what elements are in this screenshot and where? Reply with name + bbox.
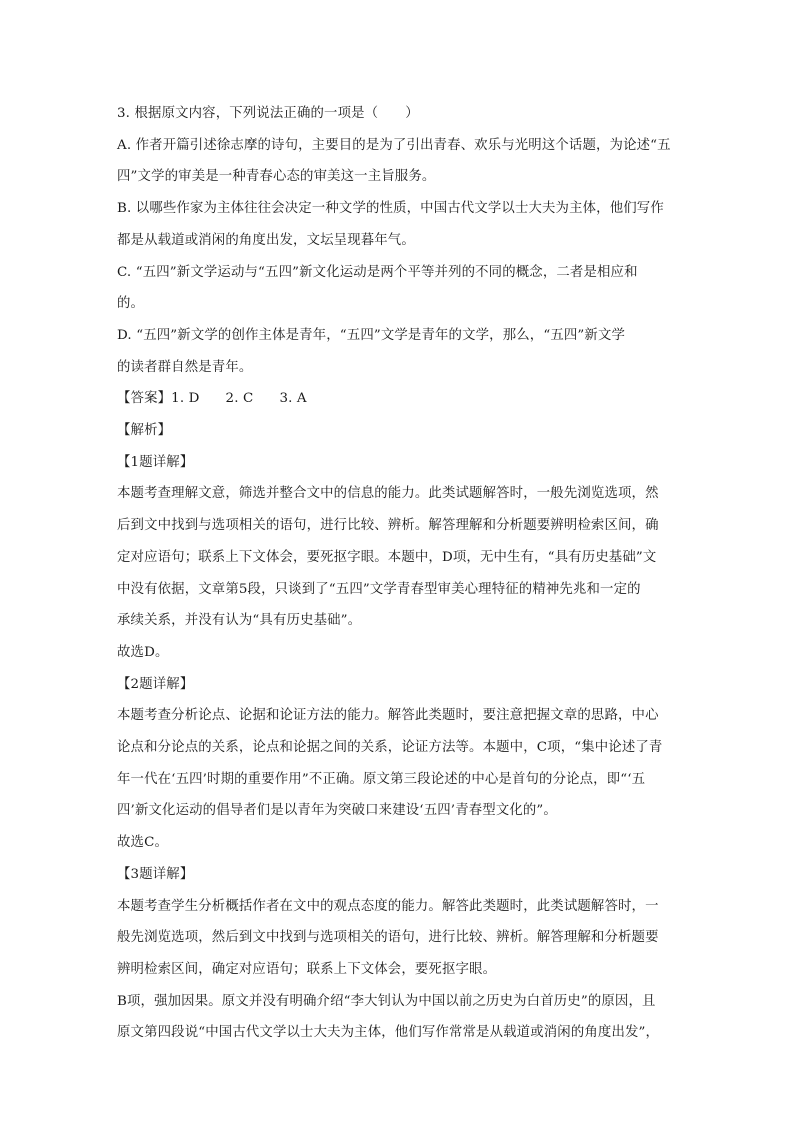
detail3-line-5: 原文第四段说“中国古代文学以士大夫为主体，他们写作常常是从载道或消闲的角度出发”， (117, 1025, 660, 1041)
detail1-line-1: 本题考查理解文意，筛选并整合文中的信息的能力。此类试题解答时，一般先浏览选项，然 (117, 486, 659, 502)
option-d-line-1: D. “五四”新文学的创作主体是青年，“五四”文学是青年的文学，那么，“五四”新文学 (117, 327, 626, 343)
detail1-line-3: 定对应语句；联系上下文体会，要死抠字眼。本题中，D项，无中生有，“具有历史基础”文 (117, 549, 657, 565)
detail2-line-3: 年一代在‘五四’时期的重要作用”不正确。原文第三段论述的中心是首句的分论点，即“‘五 (117, 771, 646, 787)
answer-line (117, 383, 683, 415)
detail2-heading: 【2题详解】 (117, 676, 194, 692)
detail2-conclusion: 故选C。 (117, 835, 169, 851)
option-b-line-2: 都是从载道或消闲的角度出发，文坛呈现暮年气。 (117, 232, 415, 248)
analysis-heading: 【解析】 (117, 423, 172, 439)
answer-item-2: 2. C (225, 391, 254, 407)
detail3-line-3: 辨明检索区间，确定对应语句；联系上下文体会，要死抠字眼。 (117, 961, 497, 977)
detail1-heading: 【1题详解】 (117, 454, 194, 470)
option-c-line-2: 的。 (117, 296, 145, 312)
question3-stem: 3. 根据原文内容，下列说法正确的一项是（ ） (117, 106, 419, 121)
detail3-heading: 【3题详解】 (117, 866, 194, 882)
detail3-line-4: B项，强加因果。原文并没有明确介绍“李大钊认为中国以前之历史为白首历史”的原因，且 (117, 993, 656, 1009)
answer-item-3: 3. A (279, 391, 307, 407)
detail3-line-1: 本题考查学生分析概括作者在文中的观点态度的能力。解答此类题时，此类试题解答时，一 (117, 898, 659, 914)
detail1-line-4: 中没有依据，文章第5段，只谈到了“五四”文学青春型审美心理特征的精神先兆和一定的 (117, 581, 641, 597)
answer-item-1: 1. D (171, 391, 200, 407)
answer-label: 【答案】 (117, 391, 172, 407)
detail1-conclusion: 故选D。 (117, 644, 169, 660)
detail2-line-4: 四’新文化运动的倡导者们是以青年为突破口来建设‘五四’青春型文化的”。 (117, 803, 557, 819)
option-c-line-1: C. “五四”新文学运动与“五四”新文化运动是两个平等并列的不同的概念，二者是相应和 (117, 264, 638, 280)
document-page (117, 98, 683, 1049)
detail2-line-2: 论点和分论点的关系，论点和论据之间的关系，论证方法等。本题中，C项，“集中论述了青 (117, 740, 663, 756)
option-a-line-1: A. 作者开篇引述徐志摩的诗句，主要目的是为了引出青春、欢乐与光明这个话题，为论述“五 (117, 137, 671, 153)
detail3-line-2: 般先浏览选项，然后到文中找到与选项相关的语句，进行比较、辨析。解答理解和分析题要 (117, 930, 659, 946)
option-d-line-2: 的读者群自然是青年。 (117, 359, 253, 375)
option-a-line-2: 四”文学的审美是一种青春心态的审美这一主旨服务。 (117, 169, 436, 185)
detail2-line-1: 本题考查分析论点、论据和论证方法的能力。解答此类题时，要注意把握文章的思路，中心 (117, 708, 659, 724)
detail1-line-5: 承续关系，并没有认为“具有历史基础”。 (117, 613, 362, 629)
detail1-line-2: 后到文中找到与选项相关的语句，进行比较、辨析。解答理解和分析题要辨明检索区间，确 (117, 518, 659, 534)
option-b-line-1: B. 以哪些作家为主体往往会决定一种文学的性质，中国古代文学以士大夫为主体，他们写作 (117, 201, 664, 217)
